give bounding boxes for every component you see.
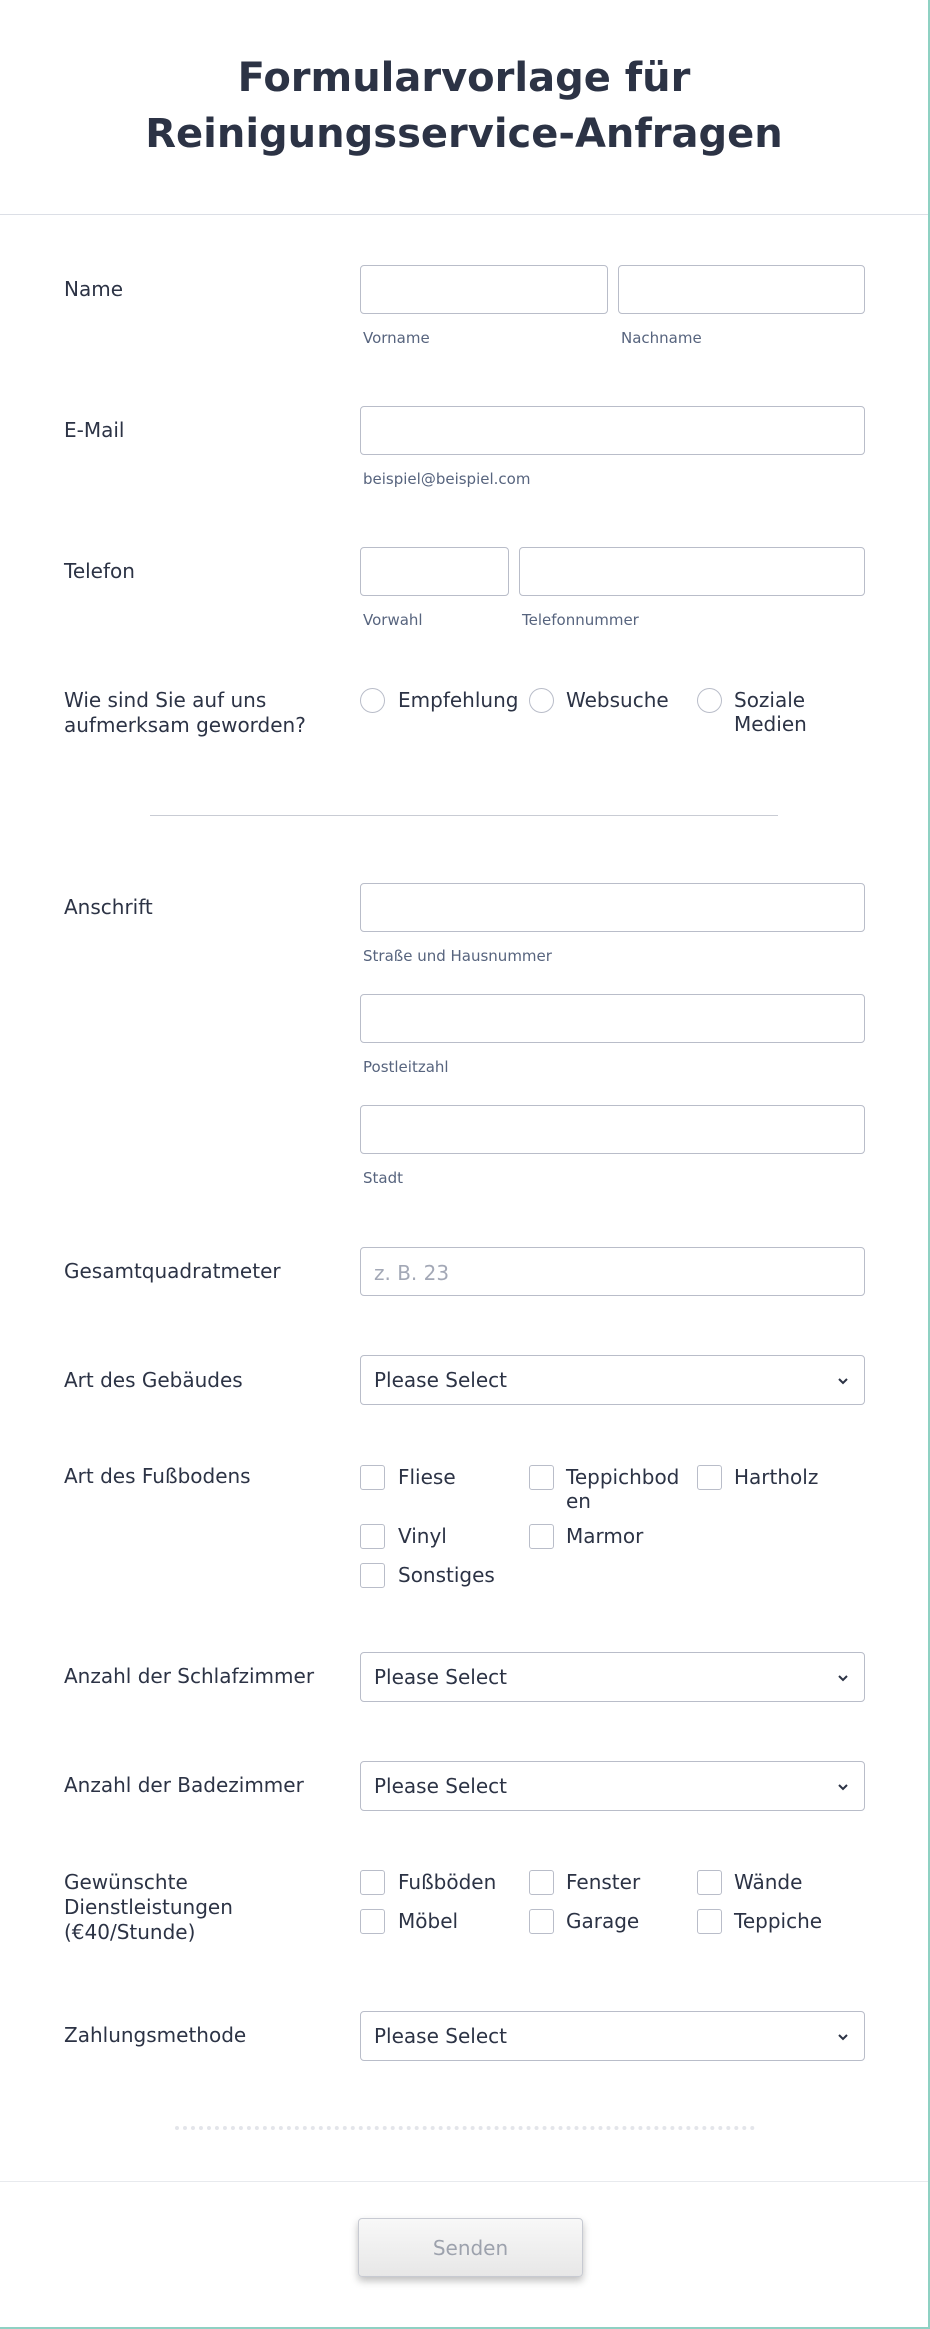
sqm-label: Gesamtquadratmeter — [64, 1259, 281, 1283]
checkbox-marmor[interactable] — [529, 1524, 554, 1549]
checkbox-sonstiges[interactable] — [360, 1563, 385, 1588]
footer-divider — [0, 2181, 928, 2182]
checkbox-fenster[interactable] — [529, 1870, 554, 1895]
checkbox-marmor-label: Marmor — [566, 1524, 644, 1548]
name-label: Name — [64, 277, 124, 301]
sqm-placeholder: z. B. 23 — [374, 1261, 450, 1285]
payment-select[interactable] — [360, 2011, 865, 2061]
building-select[interactable] — [360, 1355, 865, 1405]
bathrooms-select[interactable] — [360, 1761, 865, 1811]
checkbox-vinyl-label: Vinyl — [398, 1524, 447, 1548]
checkbox-teppichboden-label: Teppichboden — [566, 1465, 680, 1513]
checkbox-fliese-label: Fliese — [398, 1465, 456, 1489]
email-sublabel: beispiel@beispiel.com — [363, 470, 531, 488]
chevron-down-icon — [836, 1671, 850, 1685]
section-divider — [150, 815, 778, 816]
submit-button[interactable]: Senden — [358, 2218, 583, 2277]
payment-label: Zahlungsmethode — [64, 2023, 247, 2047]
building-select-value: Please Select — [374, 1368, 507, 1392]
checkbox-teppiche[interactable] — [697, 1909, 722, 1934]
flooring-label: Art des Fußbodens — [64, 1464, 251, 1488]
area-code-sublabel: Vorwahl — [363, 611, 423, 629]
checkbox-moebel-label: Möbel — [398, 1909, 459, 1933]
radio-empfehlung[interactable] — [360, 688, 385, 713]
first-name-sublabel: Vorname — [363, 329, 430, 347]
first-name-input[interactable] — [360, 265, 608, 314]
city-input[interactable] — [360, 1105, 865, 1154]
referral-label: Wie sind Sie auf uns aufmerksam geworden? — [64, 688, 306, 737]
address-label: Anschrift — [64, 895, 153, 919]
phone-number-sublabel: Telefonnummer — [522, 611, 639, 629]
checkbox-garage[interactable] — [529, 1909, 554, 1934]
dotted-separator — [175, 2126, 755, 2130]
payment-select-value: Please Select — [374, 2024, 507, 2048]
bathrooms-label: Anzahl der Badezimmer — [64, 1773, 304, 1797]
radio-websuche-label: Websuche — [566, 688, 669, 712]
checkbox-fussboeden[interactable] — [360, 1870, 385, 1895]
bedrooms-label: Anzahl der Schlafzimmer — [64, 1664, 315, 1688]
checkbox-hartholz-label: Hartholz — [734, 1465, 819, 1489]
checkbox-teppiche-label: Teppiche — [734, 1909, 823, 1933]
chevron-down-icon — [836, 1374, 850, 1388]
last-name-input[interactable] — [618, 265, 865, 314]
checkbox-fussboeden-label: Fußböden — [398, 1870, 497, 1894]
phone-label: Telefon — [64, 559, 135, 583]
bedrooms-select-value: Please Select — [374, 1665, 507, 1689]
street-sublabel: Straße und Hausnummer — [363, 947, 552, 965]
checkbox-fliese[interactable] — [360, 1465, 385, 1490]
radio-soziale-medien[interactable] — [697, 688, 722, 713]
last-name-sublabel: Nachname — [621, 329, 702, 347]
zip-sublabel: Postleitzahl — [363, 1058, 449, 1076]
checkbox-fenster-label: Fenster — [566, 1870, 641, 1894]
checkbox-teppichboden[interactable] — [529, 1465, 554, 1490]
checkbox-waende[interactable] — [697, 1870, 722, 1895]
form-header — [0, 0, 928, 215]
street-input[interactable] — [360, 883, 865, 932]
phone-number-input[interactable] — [519, 547, 865, 596]
zip-input[interactable] — [360, 994, 865, 1043]
services-label: Gewünschte Dienstleistungen (€40/Stunde) — [64, 1870, 233, 1944]
checkbox-hartholz[interactable] — [697, 1465, 722, 1490]
radio-websuche[interactable] — [529, 688, 554, 713]
radio-empfehlung-label: Empfehlung — [398, 688, 519, 712]
sqm-input[interactable] — [360, 1247, 865, 1296]
bathrooms-select-value: Please Select — [374, 1774, 507, 1798]
form-title: Formularvorlage für Reinigungsservice-Anfragen — [145, 55, 783, 157]
checkbox-sonstiges-label: Sonstiges — [398, 1563, 495, 1587]
email-input[interactable] — [360, 406, 865, 455]
email-label: E-Mail — [64, 418, 125, 442]
chevron-down-icon — [836, 1780, 850, 1794]
city-sublabel: Stadt — [363, 1169, 403, 1187]
radio-soziale-medien-label: Soziale Medien — [734, 688, 807, 736]
checkbox-moebel[interactable] — [360, 1909, 385, 1934]
area-code-input[interactable] — [360, 547, 509, 596]
bedrooms-select[interactable] — [360, 1652, 865, 1702]
checkbox-vinyl[interactable] — [360, 1524, 385, 1549]
chevron-down-icon — [836, 2030, 850, 2044]
checkbox-waende-label: Wände — [734, 1870, 803, 1894]
building-label: Art des Gebäudes — [64, 1368, 243, 1392]
checkbox-garage-label: Garage — [566, 1909, 640, 1933]
